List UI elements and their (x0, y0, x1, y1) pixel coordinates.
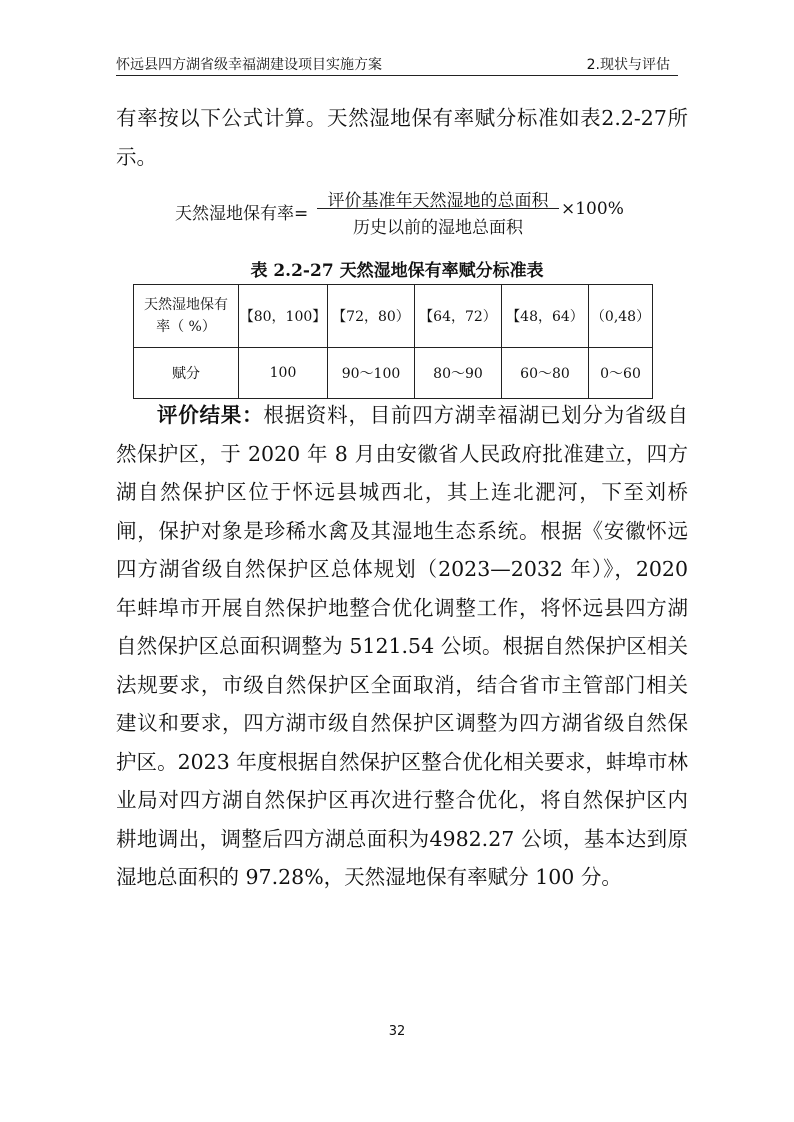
table-cell: 100 (239, 348, 328, 399)
table-cell: 90～100 (328, 348, 415, 399)
table-cell: 【64，72） (415, 285, 502, 348)
formula-multiplier: ×100% (561, 199, 624, 219)
table-cell: （0,48） (589, 285, 653, 348)
formula-denominator: 历史以前的湿地总面积 (353, 218, 523, 238)
table-cell: 【72，80） (328, 285, 415, 348)
table-cell: 0～60 (589, 348, 653, 399)
row-header-rate: 天然湿地保有率（ %） (134, 285, 239, 348)
result-label: 评价结果： (157, 403, 264, 427)
page-header (116, 50, 678, 76)
result-text: 根据资料，目前四方湖幸福湖已划分为省级自然保护区，于 2020 年 8 月由安徽省人民政府批准建立，四方湖自然保护区位于怀远县城西北，其上连北淝河，下至刘桥闸，保护对象是珍稀水禽及其湿地生态系统。根据《安徽怀远四方湖省级自然保护区总体规划（2023—2032 年）》，2020 年蚌埠市开展自然保护地整合优化调整工作，将怀远县四方湖自然保护区总面积调整为 5121.54 公顷。根据自然保护区相关法规要求，市级自然保护区全面取消，结合省市主管部门相关建议和要求，四方湖市级自然保护区调整为四方湖省级自然保护区。2023 年度根据自然保护区整合优化相关要求，蚌埠市林业局对四方湖自然保护区再次进行整合优化，将自然保护区内耕地调出，调整后四方湖总面积为4982.27 公顷，基本达到原湿地总面积的 97.28%，天然湿地保有率赋分 100 分。 (116, 403, 689, 889)
fraction-bar (317, 208, 559, 209)
table-cell: 【48，64） (502, 285, 589, 348)
table-cell: 80～90 (415, 348, 502, 399)
retention-rate-formula (175, 184, 645, 240)
header-section-title: 2.现状与评估 (586, 57, 670, 73)
formula-numerator: 评价基准年天然湿地的总面积 (327, 191, 549, 211)
table-row (134, 348, 653, 399)
table-cell: 【80，100】 (239, 285, 328, 348)
intro-paragraph: 有率按以下公式计算。天然湿地保有率赋分标准如表2.2-27所示。 (116, 106, 688, 169)
header-document-title: 怀远县四方湖省级幸福湖建设项目实施方案 (116, 57, 382, 73)
header-rule (116, 75, 678, 76)
evaluation-result-paragraph (116, 396, 688, 897)
scoring-standard-table (133, 284, 653, 399)
table-row (134, 285, 653, 348)
table-cell: 60～80 (502, 348, 589, 399)
formula-lhs: 天然湿地保有率= (175, 204, 309, 224)
page-number: 32 (388, 1024, 406, 1039)
row-header-score: 赋分 (134, 348, 239, 399)
table-caption: 表 2.2-27 天然湿地保有率赋分标准表 (250, 261, 544, 281)
